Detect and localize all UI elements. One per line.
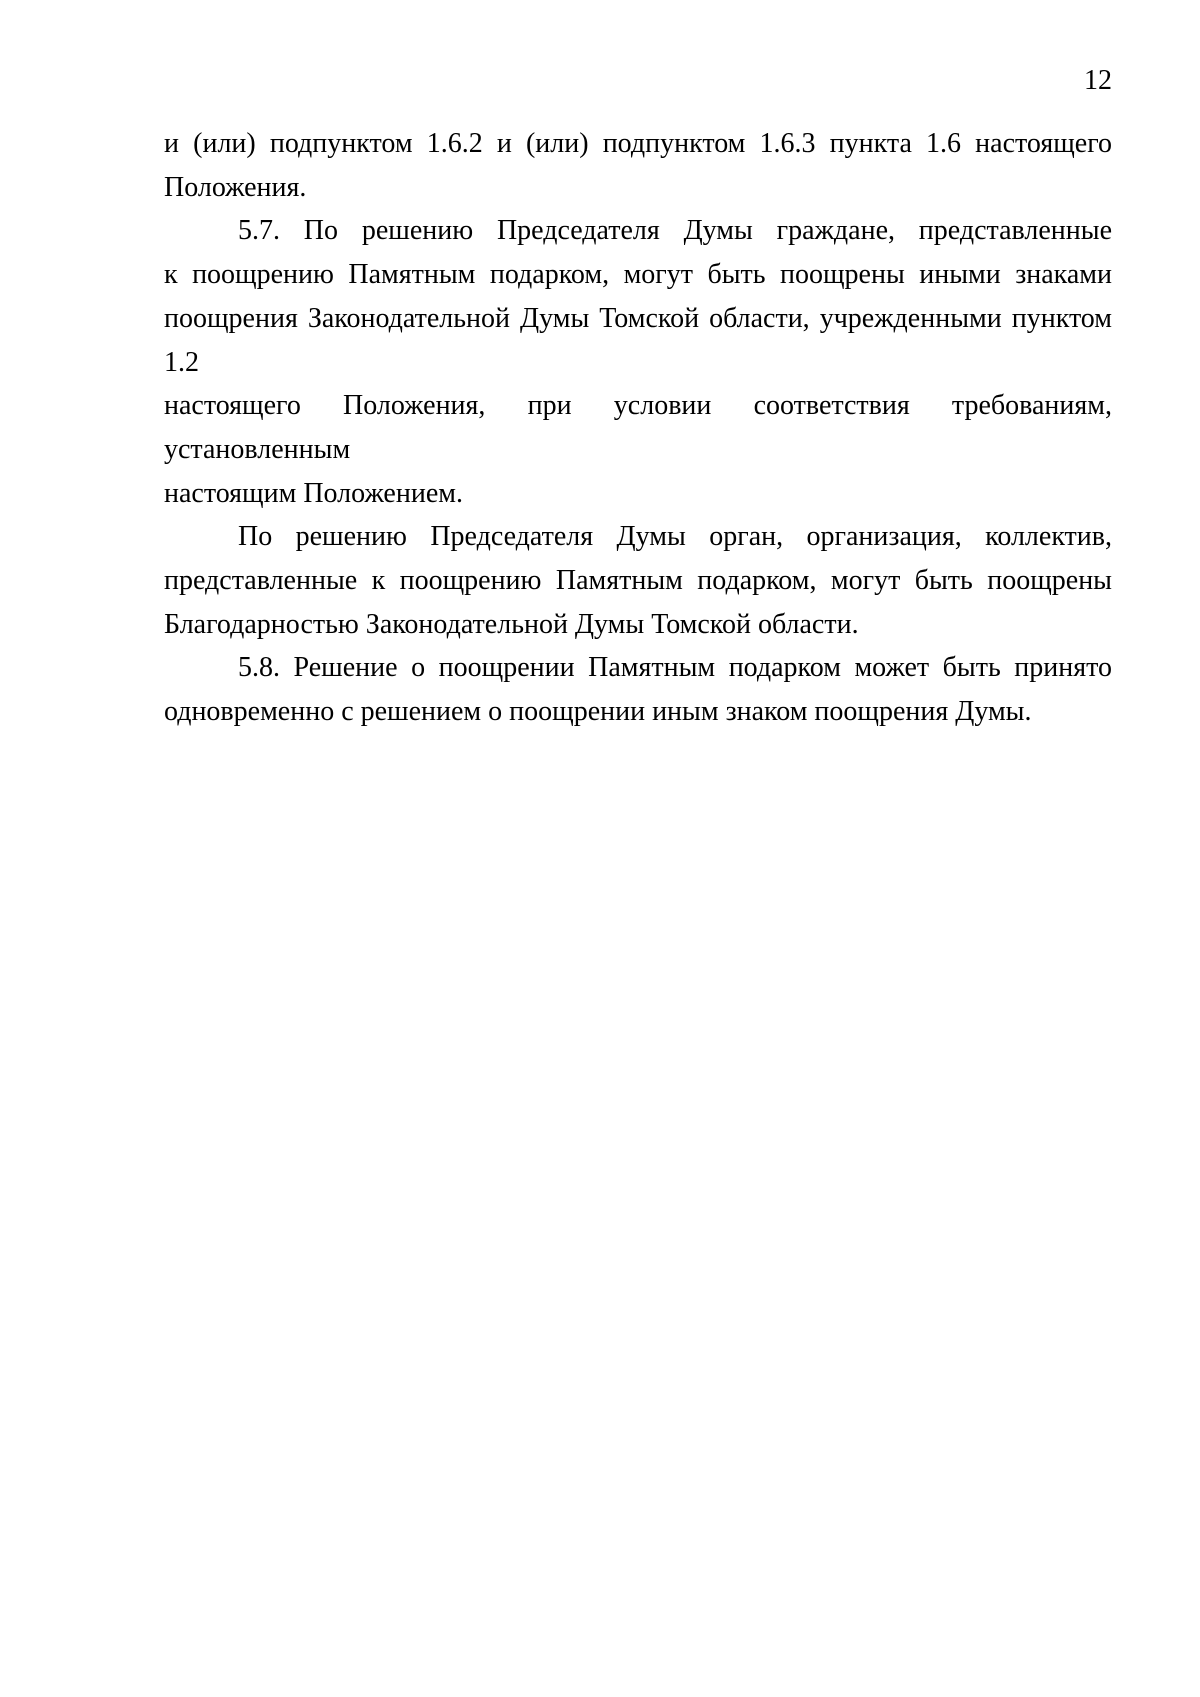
text-line: 5.7. По решению Председателя Думы граждане, представленные bbox=[238, 215, 1112, 247]
text-line: настоящим Положением. bbox=[164, 477, 463, 509]
paragraph bbox=[164, 209, 1112, 515]
page-number: 12 bbox=[1084, 65, 1112, 96]
paragraph bbox=[164, 515, 1112, 646]
text-line: и (или) подпунктом 1.6.2 и (или) подпунктом 1.6.3 пункта 1.6 настоящего bbox=[164, 128, 1112, 159]
text-line: поощрения Законодательной Думы Томской области, учрежденными пунктом 1.2 bbox=[164, 302, 1112, 378]
text-line: 5.8. Решение о поощрении Памятным подарком может быть принято bbox=[238, 652, 1112, 684]
text-line: настоящего Положения, при условии соответствия требованиям, установленным bbox=[164, 390, 1112, 465]
text-line: По решению Председателя Думы орган, организация, коллектив, bbox=[238, 521, 1112, 553]
text-line: Положения. bbox=[164, 171, 307, 203]
text-line: одновременно с решением о поощрении иным знаком поощрения Думы. bbox=[164, 696, 1032, 728]
text-line: к поощрению Памятным подарком, могут быть поощрены иными знаками bbox=[164, 259, 1112, 291]
text-line: Благодарностью Законодательной Думы Томской области. bbox=[164, 608, 859, 640]
paragraph bbox=[164, 122, 1112, 209]
document-body bbox=[164, 122, 1112, 734]
text-line: представленные к поощрению Памятным подарком, могут быть поощрены bbox=[164, 565, 1112, 597]
paragraph bbox=[164, 646, 1112, 733]
